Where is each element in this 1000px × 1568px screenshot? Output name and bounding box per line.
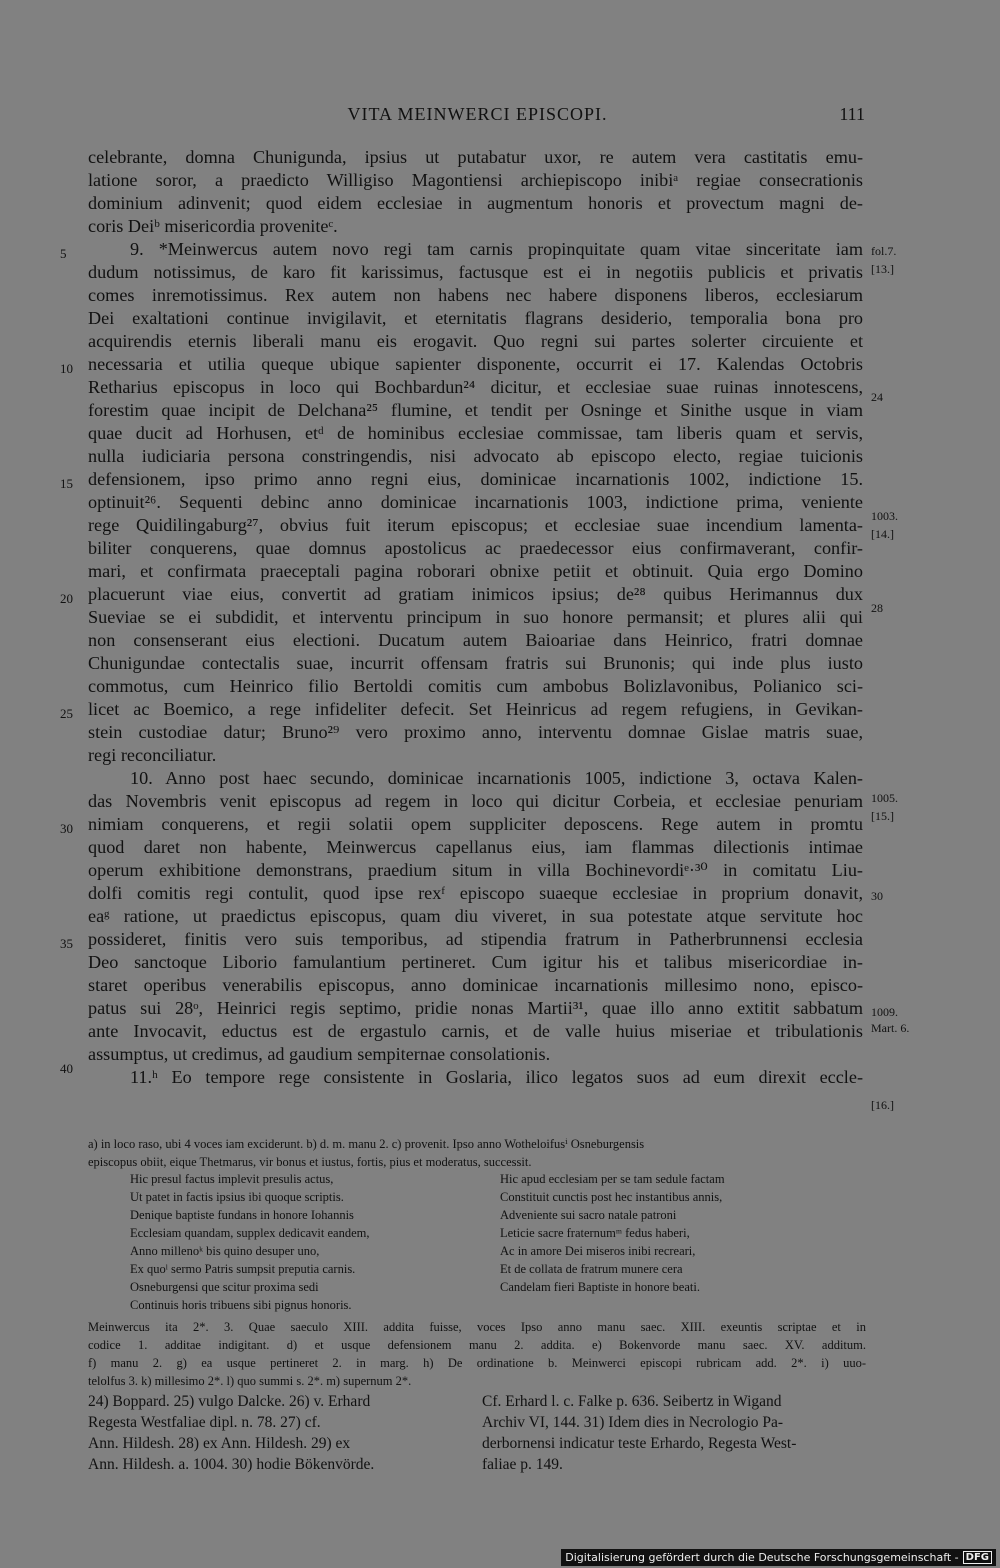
- text-line: dolfi comitis regi contulit, quod ipse rexᶠ episcopo suaeque ecclesiae in proprium donavit,: [88, 883, 863, 903]
- text-line: dominium adinvenit; quod eidem ecclesiae in augmentum honoris et provectum magni de-: [88, 193, 863, 213]
- text-line: forestim quae incipit de Delchana²⁵ flumine, et tendit per Osninge et Sinithe usque in viam: [88, 400, 863, 420]
- text-line: necessaria et utilia queque ubique sapienter disponente, occurrit ei 17. Kalendas Octobris: [88, 354, 863, 374]
- verse-line: Ut patet in factis ipsius ibi quoque scriptis.: [130, 1190, 344, 1204]
- footnote-line: a) in loco raso, ubi 4 voces iam exciderunt. b) d. m. manu 2. c) provenit. Ipso anno Wotheloifusⁱ Osneburgensis: [88, 1137, 645, 1151]
- footnote-line: Ann. Hildesh. a. 1004. 30) hodie Bökenvörde.: [88, 1456, 375, 1473]
- footnote-line: codice 1. additae indigitant. d) et usque defensionem manu 2. addita. e) Bokenvorde manu saec. XV. additum.: [88, 1338, 866, 1352]
- verse-line: Anno millenoᵏ bis quino desuper uno,: [130, 1244, 320, 1258]
- references-left: [88, 1391, 470, 1475]
- margin-note: 28: [871, 601, 883, 615]
- footnotes-bottom: [88, 1318, 866, 1390]
- text-line: nimiam conquerens, et regii solatii opem suppliciter deposcens. Rege autem in promtu: [88, 814, 863, 834]
- margin-note: fol.7.: [871, 244, 897, 258]
- verse-line: Ac in amore Dei miseros inibi recreari,: [500, 1244, 696, 1258]
- running-title: VITA MEINWERCI EPISCOPI.: [347, 104, 608, 124]
- footnote-line: telolfus 3. k) millesimo 2*. l) quo summi s. 2*. m) supernum 2*.: [88, 1374, 412, 1388]
- verse-line: Adveniente sui sacro natale patroni: [500, 1208, 677, 1222]
- verse-row: [130, 1296, 870, 1314]
- footnote-line: Cf. Erhard l. c. Falke p. 636. Seibertz in Wigand: [482, 1393, 782, 1410]
- verse-row: [130, 1170, 870, 1188]
- verse-line: Continuis horis tribuens sibi pignus honoris.: [130, 1298, 352, 1312]
- verse-line: Et de collata de fratrum munere cera: [500, 1262, 683, 1276]
- text-line: 10. Anno post haec secundo, dominicae incarnationis 1005, indictione 3, octava Kalen-: [130, 768, 863, 788]
- text-line: das Novembris venit episcopus ad regem in loco qui dicitur Corbeia, et ecclesiae penuriam: [88, 791, 863, 811]
- line-number: 10: [60, 361, 73, 376]
- text-line: ante Invocavit, eductus est de ergastulo carnis, et de valle huius miseriae et tribulationis: [88, 1021, 863, 1041]
- text-line: comes inremotissimus. Rex autem non habens nec habere disponens liberos, ecclesiarum: [88, 285, 863, 305]
- text-line: coris Deiᵇ misericordia proveniteᶜ.: [88, 216, 338, 236]
- text-line: operum exhibitione demonstrans, praedium situm in villa Bochinevordiᵉ·³⁰ in comitatu Liu-: [88, 860, 863, 880]
- text-line: 11.ʰ Eo tempore rege consistente in Goslaria, ilico legatos suos ad eum direxit eccle-: [130, 1067, 863, 1087]
- text-line: commotus, cum Heinrico filio Bertoldi comitis cum ambobus Bolizlavonibus, Polianico sci-: [88, 676, 863, 696]
- text-line: nulla iudiciaria persona constringendis, nisi advocato ab episcopo electo, regiae tuicionis: [88, 446, 863, 466]
- verse-line: Ex quoˡ sermo Patris sumpsit preputia carnis.: [130, 1262, 356, 1276]
- footnote-line: 24) Boppard. 25) vulgo Dalcke. 26) v. Erhard: [88, 1393, 371, 1410]
- text-line: Deo sanctoque Liborio famulantium pertineret. Cum igitur his et talibus misericordiae in-: [88, 952, 863, 972]
- verse-line: Leticie sacre fraternumᵐ fedus haberi,: [500, 1226, 690, 1240]
- footnote-line: derbornensi indicatur teste Erhardo, Regesta West-: [482, 1435, 797, 1452]
- margin-note: 30: [871, 889, 883, 903]
- footnote-line: faliae p. 149.: [482, 1456, 563, 1473]
- margin-note: [16.]: [871, 1098, 894, 1112]
- verse-line: Hic presul factus implevit presulis actus,: [130, 1172, 334, 1186]
- verse-line: Candelam fieri Baptiste in honore beati.: [500, 1280, 700, 1294]
- margin-note: Mart. 6.: [871, 1021, 910, 1035]
- line-number: 25: [60, 706, 73, 721]
- line-number: 20: [60, 591, 73, 606]
- references-right: [482, 1391, 867, 1475]
- footnotes-top: [88, 1135, 868, 1171]
- verse-line: Osneburgensi que scitur proxima sedi: [130, 1280, 319, 1294]
- verse-line: Denique baptiste fundans in honore Iohannis: [130, 1208, 354, 1222]
- text-line: eaᵍ ratione, ut praedictus episcopus, quam diu viveret, in sua potestate atque servitute hoc: [88, 906, 863, 926]
- text-line: latione soror, a praedicto Willigiso Magontiensi archiepiscopo inibiᵃ regiae consecrationis: [88, 170, 863, 190]
- footer-credit: [561, 1549, 996, 1566]
- text-line: defensionem, ipso primo anno regni eius, dominicae incarnationis 1002, indictione 15.: [88, 469, 863, 489]
- text-line: regi reconciliatur.: [88, 745, 217, 765]
- verse-row: [130, 1242, 870, 1260]
- footnote-line: Archiv VI, 144. 31) Idem dies in Necrologio Pa-: [482, 1414, 784, 1431]
- verse-line: Constituit cunctis post hec instantibus annis,: [500, 1190, 723, 1204]
- text-line: patus sui 28ᵒ, Heinrici regis septimo, pridie nonas Martii³¹, quae illo anno extitit sabbatum: [88, 998, 863, 1018]
- footer-text: Digitalisierung gefördert durch die Deutsche Forschungsgemeinschaft -: [565, 1551, 959, 1564]
- text-line: Retharius episcopus in loco qui Bochbardun²⁴ dicitur, et ecclesiae suae ruinas innotescens,: [88, 377, 863, 397]
- text-line: Chunigundae contectalis suae, incurrit offensam fratris sui Brunonis; qui inde plus iusto: [88, 653, 863, 673]
- verse-row: [130, 1224, 870, 1242]
- line-number: 15: [60, 476, 73, 491]
- text-line: 9. *Meinwercus autem novo regi tam carnis propinquitate quam vitae sinceritate iam: [130, 239, 863, 259]
- footnote-line: Ann. Hildesh. 28) ex Ann. Hildesh. 29) ex: [88, 1435, 351, 1452]
- text-line: non consenserant eius electioni. Ducatum autem Baioariae dans Heinrico, fratri domnae: [88, 630, 863, 650]
- text-line: placuerunt viae eius, convertit ad gratiam inimicos ipsius; de²⁸ quibus Herimannus dux: [88, 584, 863, 604]
- verse-line: [500, 1296, 870, 1314]
- page-number: 111: [839, 104, 865, 124]
- text-line: dudum notissimus, de karo fit karissimus, factusque est ei in negotiis publicis et privatis: [88, 262, 863, 282]
- text-line: quae ducit ad Horhusen, etᵈ de hominibus ecclesiae commissae, tam liberis quam et servis,: [88, 423, 863, 443]
- text-line: possideret, finitis vero suis temporibus, ad stipendia fratrum in Patherbrunnensi ecclesia: [88, 929, 863, 949]
- text-line: acquirendis eternis liberali manu eis erogavit. Quo regni sui partes solerter circuiente et: [88, 331, 863, 351]
- text-line: celebrante, domna Chunigunda, ipsius ut putabatur uxor, re autem vera castitatis emu-: [88, 147, 863, 167]
- text-line: biliter conquerens, quae domnus apostolicus ac praedecessor eius confirmaverant, confir-: [88, 538, 863, 558]
- margin-note: [15.]: [871, 809, 894, 823]
- line-number: 5: [60, 246, 67, 261]
- text-line: optinuit²⁶. Sequenti debinc anno dominicae incarnationis 1003, indictione prima, veniente: [88, 492, 863, 512]
- verse-row: [130, 1260, 870, 1278]
- text-line: staret operibus venerabilis episcopus, anno dominicae incarnationis millesimo nono, episco-: [88, 975, 863, 995]
- margin-note: 24: [871, 390, 883, 404]
- text-line: assumptus, ut credimus, ad gaudium sempiternae consolationis.: [88, 1044, 551, 1064]
- verse-row: [130, 1188, 870, 1206]
- footnote-line: Meinwercus ita 2*. 3. Quae saeculo XIII. addita fuisse, voces Ipso anno manu saec. XIII. exeuntis scriptae et in: [88, 1320, 866, 1334]
- verse-line: Ecclesiam quandam, supplex dedicavit eandem,: [130, 1226, 370, 1240]
- verse-row: [130, 1278, 870, 1296]
- footnote-line: Regesta Westfaliae dipl. n. 78. 27) cf.: [88, 1414, 321, 1431]
- text-line: mari, et confirmata praeceptali pagina roborari obnixe petiit et obtinuit. Quia ergo Domino: [88, 561, 863, 581]
- margin-note: 1003.: [871, 509, 898, 523]
- main-text: [88, 146, 863, 1089]
- text-line: stein custodiae datur; Bruno²⁹ vero proximo anno, interventu domnae Gislae matris suae,: [88, 722, 863, 742]
- running-header: [90, 104, 865, 132]
- margin-note: [13.]: [871, 262, 894, 276]
- margin-note: 1005.: [871, 791, 898, 805]
- margin-note: [14.]: [871, 527, 894, 541]
- verse-footnote: [130, 1170, 870, 1314]
- text-line: Dei exaltationi continue invigilavit, et eternitatis flagrans desiderio, temporalia bona pro: [88, 308, 863, 328]
- footnote-line: f) manu 2. g) ea usque pertineret 2. in marg. h) De ordinatione b. Meinwerci episcopi rubricam add. 2*. i) uuo-: [88, 1356, 866, 1370]
- text-line: quod daret non habente, Meinwercus capellanus eius, iam flammas dilectionis intimae: [88, 837, 863, 857]
- verse-row: [130, 1206, 870, 1224]
- verse-line: Hic apud ecclesiam per se tam sedule factam: [500, 1172, 725, 1186]
- line-number: 30: [60, 821, 73, 836]
- text-line: Sueviae se ei subdidit, et interventu principum in suo honore permansit; et plures alii qui: [88, 607, 863, 627]
- line-number: 35: [60, 936, 73, 951]
- dfg-logo: DFG: [963, 1551, 992, 1564]
- margin-note: 1009.: [871, 1005, 898, 1019]
- text-line: rege Quidilingaburg²⁷, obvius fuit iterum episcopus; et ecclesiae suae incendium lamenta-: [88, 515, 863, 535]
- text-line: licet ac Boemico, a rege infideliter defecit. Set Heinricus ad regem refugiens, in Gevikan-: [88, 699, 863, 719]
- line-number: 40: [60, 1061, 73, 1076]
- footnote-line: episcopus obiit, eique Thetmarus, vir bonus et iustus, fortis, pius et moderatus, successit.: [88, 1155, 532, 1169]
